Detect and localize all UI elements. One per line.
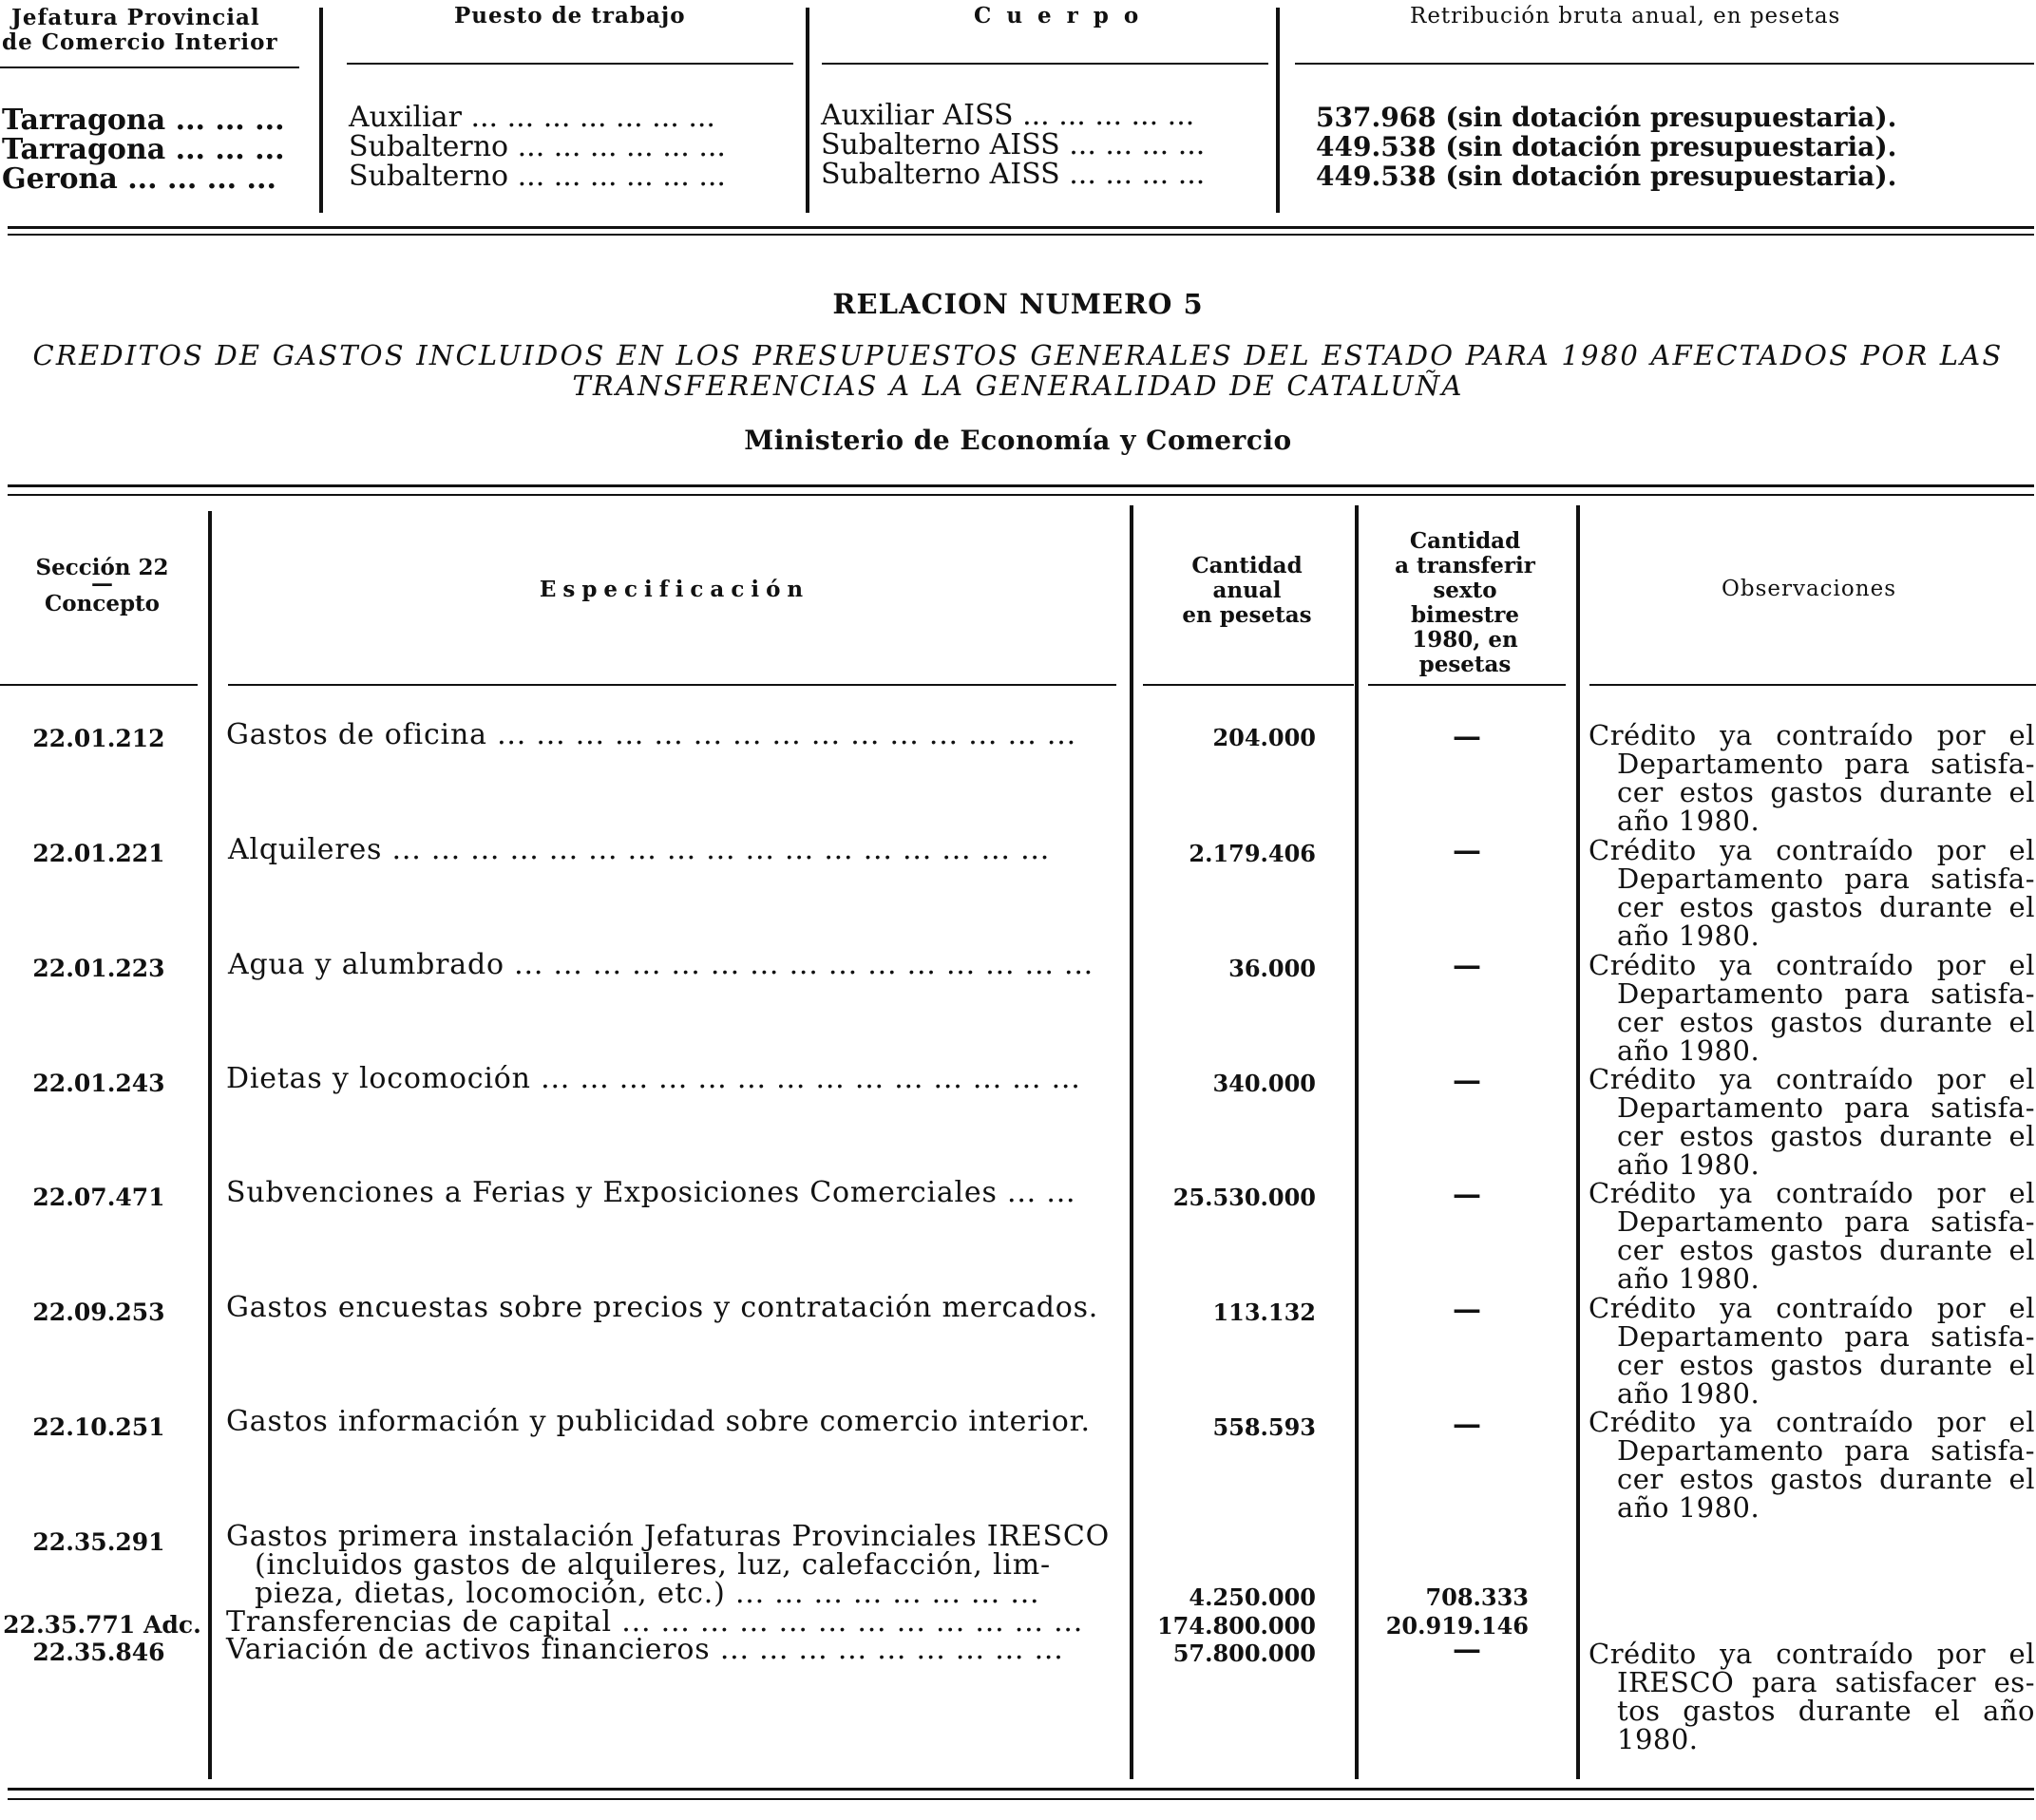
cantidad-anual: 57.800.000	[1172, 1640, 1316, 1667]
observacion	[1589, 1065, 2035, 1179]
observacion-line: Crédito ya contraído por el	[1589, 1292, 2035, 1324]
observacion-line: cer estos gastos durante el	[1617, 1120, 2035, 1152]
spec-line: pieza, dietas, locomoción, etc.) ... ... ... ... ... ... ... ...	[255, 1577, 1040, 1610]
column-divider	[1276, 8, 1280, 213]
header-line: pesetas	[1418, 652, 1512, 677]
row-cuerpo	[821, 101, 1205, 189]
cantidad-transferir: —	[1453, 1408, 1481, 1441]
header-line: sexto	[1433, 578, 1497, 603]
observacion	[1589, 951, 2035, 1065]
observacion-line: Crédito ya contraído por el	[1589, 1638, 2035, 1670]
header-line: Cantidad	[1191, 553, 1303, 578]
concepto-code: 22.35.291	[32, 1528, 165, 1556]
cantidad-transferir: 20.919.146	[1385, 1612, 1529, 1640]
header-cantidad-anual	[1140, 554, 1354, 628]
header-line: a transferir	[1395, 553, 1535, 578]
column-divider	[806, 8, 809, 213]
observacion-line: cer estos gastos durante el	[1617, 1349, 2035, 1381]
column-divider	[1576, 505, 1580, 1779]
relacion-subtitle	[0, 340, 2036, 401]
cantidad-anual: 4.250.000	[1189, 1583, 1316, 1611]
cell-retribucion: 537.968 (sin dotación presupuestaria).	[1316, 102, 1897, 133]
observacion-line: Crédito ya contraído por el	[1589, 1063, 2035, 1095]
cell-jefatura: Tarragona ... ... ...	[2, 104, 285, 137]
cell-cuerpo: Subalterno AISS ... ... ... ...	[821, 158, 1206, 191]
row-retribucion	[1316, 103, 1896, 191]
cell-puesto: Subalterno ... ... ... ... ... ...	[349, 160, 726, 193]
concepto-code: 22.01.223	[32, 955, 165, 982]
concepto-code: 22.35.771 Adc.	[3, 1611, 201, 1639]
observacion-line: 1980.	[1617, 1723, 1699, 1755]
observacion-line: Crédito ya contraído por el	[1589, 949, 2035, 981]
header-line: anual	[1212, 578, 1282, 603]
cantidad-anual: 340.000	[1212, 1070, 1316, 1097]
column-divider	[319, 8, 323, 213]
observacion-line: Departamento para satisfa-	[1617, 977, 2035, 1010]
observacion	[1589, 1294, 2035, 1408]
cell-jefatura: Tarragona ... ... ...	[2, 133, 285, 166]
observacion-line: Departamento para satisfa-	[1617, 1320, 2035, 1353]
cantidad-anual: 113.132	[1212, 1299, 1316, 1326]
cantidad-anual: 174.800.000	[1156, 1612, 1316, 1640]
observacion-line: Departamento para satisfa-	[1617, 863, 2035, 895]
cantidad-anual: 25.530.000	[1172, 1184, 1316, 1211]
especificacion-text: Agua y alumbrado ... ... ... ... ... ... ... ... ... ... ... ... ... ... ...	[228, 948, 1094, 981]
header-rule	[0, 684, 198, 686]
observacion	[1589, 836, 2035, 950]
especificacion-text: Dietas y locomoción ... ... ... ... ... ... ... ... ... ... ... ... ... ...	[226, 1062, 1081, 1095]
header-rule	[1143, 684, 1354, 686]
cantidad-transferir: —	[1453, 949, 1481, 982]
subtitle-line1: CREDITOS DE GASTOS INCLUIDOS EN LOS PRESUPUESTOS GENERALES DEL ESTADO PARA 1980 AFECTADOS POR LAS	[32, 339, 2004, 371]
cell-puesto: Auxiliar ... ... ... ... ... ... ...	[349, 101, 715, 134]
observacion-iresco	[1589, 1640, 2035, 1754]
observacion-line: cer estos gastos durante el	[1617, 1234, 2035, 1266]
cantidad-transferir: —	[1453, 834, 1481, 867]
table-bottom-rule	[8, 1798, 2034, 1800]
header-cantidad-transferir	[1361, 529, 1570, 677]
especificacion-text: Gastos encuestas sobre precios y contratación mercados.	[226, 1291, 1099, 1324]
especificacion-text	[226, 1520, 1111, 1610]
column-divider	[1130, 505, 1133, 1779]
subtitle-line2: TRANSFERENCIAS A LA GENERALIDAD DE CATALUÑA	[572, 370, 1464, 402]
concepto-code: 22.10.251	[32, 1413, 165, 1441]
header-seccion-line: Sección 22	[35, 555, 169, 580]
cell-jefatura: Gerona ... ... ... ...	[2, 162, 276, 196]
header-rule	[1368, 684, 1566, 686]
cell-retribucion: 449.538 (sin dotación presupuestaria).	[1316, 161, 1897, 192]
observacion-line: Departamento para satisfa-	[1617, 1205, 2035, 1238]
cell-cuerpo: Auxiliar AISS ... ... ... ... ...	[821, 99, 1195, 132]
header-line: en pesetas	[1182, 602, 1312, 628]
header-rule	[228, 684, 1116, 686]
observacion-line: año 1980.	[1617, 1148, 1760, 1181]
header-seccion-line: Concepto	[44, 591, 161, 616]
especificacion-text: Transferencias de capital ... ... ... ... ... ... ... ... ... ... ... ...	[226, 1605, 1084, 1639]
header-especificacion: Especificación	[539, 577, 810, 602]
cantidad-anual: 2.179.406	[1189, 840, 1316, 867]
row-jefatura	[2, 105, 285, 194]
observacion-line: año 1980.	[1617, 919, 1760, 952]
header-jefatura	[2, 6, 278, 55]
concepto-code: 22.01.212	[32, 725, 165, 752]
header-rule	[1295, 63, 2034, 65]
observacion-line: Departamento para satisfa-	[1617, 748, 2035, 780]
header-rule	[0, 66, 299, 68]
observacion-line: año 1980.	[1617, 805, 1760, 837]
observacion-line: Crédito ya contraído por el	[1589, 719, 2035, 751]
cell-cuerpo: Subalterno AISS ... ... ... ...	[821, 128, 1206, 161]
header-line: Cantidad	[1409, 528, 1521, 554]
observacion	[1589, 1408, 2035, 1522]
cell-puesto: Subalterno ... ... ... ... ... ...	[349, 130, 726, 163]
header-retribucion: Retribución bruta anual, en pesetas	[1410, 4, 1841, 28]
cantidad-transferir: —	[1453, 1293, 1481, 1326]
observacion-line: IRESCO para satisfacer es-	[1617, 1666, 2035, 1698]
spec-line: (incluidos gastos de alquileres, luz, calefacción, lim-	[255, 1548, 1051, 1582]
observacion-line: año 1980.	[1617, 1034, 1760, 1067]
concepto-code: 22.01.221	[32, 840, 165, 867]
concepto-code: 22.35.846	[32, 1639, 165, 1666]
cantidad-anual: 204.000	[1212, 724, 1316, 751]
cell-retribucion: 449.538 (sin dotación presupuestaria).	[1316, 131, 1897, 162]
header-seccion-dash	[0, 580, 204, 588]
observacion-line: Departamento para satisfa-	[1617, 1091, 2035, 1124]
cantidad-anual: 36.000	[1228, 955, 1316, 982]
header-rule	[1589, 684, 2036, 686]
especificacion-text: Alquileres ... ... ... ... ... ... ... ... ... ... ... ... ... ... ... ... ...	[228, 833, 1051, 866]
especificacion-text: Gastos información y publicidad sobre comercio interior.	[226, 1405, 1091, 1438]
column-divider	[208, 511, 212, 1779]
cantidad-transferir: —	[1453, 1178, 1481, 1211]
header-observaciones: Observaciones	[1721, 577, 1896, 601]
header-puesto: Puesto de trabajo	[454, 3, 686, 28]
table-top-rule	[8, 484, 2034, 487]
observacion-line: Crédito ya contraído por el	[1589, 1177, 2035, 1209]
cantidad-transferir: —	[1453, 720, 1481, 753]
row-puesto	[349, 103, 726, 191]
table-top-rule	[8, 494, 2034, 496]
observacion-line: cer estos gastos durante el	[1617, 1006, 2035, 1038]
table-bottom-rule	[8, 234, 2034, 236]
observacion-line: tos gastos durante el año	[1617, 1695, 2035, 1727]
column-divider	[1355, 505, 1359, 1779]
observacion-line: cer estos gastos durante el	[1617, 891, 2035, 923]
observacion	[1589, 721, 2035, 835]
table-bottom-rule	[8, 226, 2034, 229]
table-bottom-rule	[8, 1788, 2034, 1791]
observacion-line: Crédito ya contraído por el	[1589, 1406, 2035, 1438]
ministry-name: Ministerio de Economía y Comercio	[744, 425, 1292, 456]
observacion-line: año 1980.	[1617, 1491, 1760, 1524]
header-line: bimestre	[1410, 602, 1520, 628]
observacion-line: cer estos gastos durante el	[1617, 776, 2035, 808]
cantidad-transferir: 708.333	[1425, 1583, 1529, 1611]
especificacion-text: Gastos de oficina ... ... ... ... ... ... ... ... ... ... ... ... ... ... ...	[226, 718, 1076, 751]
concepto-code: 22.07.471	[32, 1184, 165, 1211]
relacion-title: RELACION NUMERO 5	[832, 288, 1204, 320]
especificacion-text: Variación de activos financieros ... ... ... ... ... ... ... ... ...	[226, 1633, 1064, 1666]
observacion-line: Departamento para satisfa-	[1617, 1434, 2035, 1467]
spec-line: Gastos primera instalación Jefaturas Provinciales IRESCO	[226, 1520, 1111, 1553]
especificacion-text: Subvenciones a Ferias y Exposiciones Comerciales ... ...	[226, 1176, 1076, 1209]
observacion-line: cer estos gastos durante el	[1617, 1463, 2035, 1495]
concepto-code: 22.09.253	[32, 1299, 165, 1326]
observacion-line: año 1980.	[1617, 1377, 1760, 1410]
header-rule	[347, 63, 793, 65]
header-jefatura-line2: de Comercio Interior	[2, 29, 278, 55]
observacion-line: año 1980.	[1617, 1262, 1760, 1295]
observacion	[1589, 1179, 2035, 1293]
cantidad-anual: 558.593	[1212, 1413, 1316, 1441]
header-rule	[822, 63, 1268, 65]
header-line: 1980, en	[1412, 627, 1518, 653]
concepto-code: 22.01.243	[32, 1070, 165, 1097]
cantidad-transferir: —	[1453, 1633, 1481, 1666]
observacion-line: Crédito ya contraído por el	[1589, 834, 2035, 866]
cantidad-transferir: —	[1453, 1064, 1481, 1097]
header-cuerpo: C u e r p o	[974, 3, 1143, 28]
header-seccion	[0, 556, 204, 616]
header-jefatura-line1: Jefatura Provincial	[11, 5, 260, 30]
